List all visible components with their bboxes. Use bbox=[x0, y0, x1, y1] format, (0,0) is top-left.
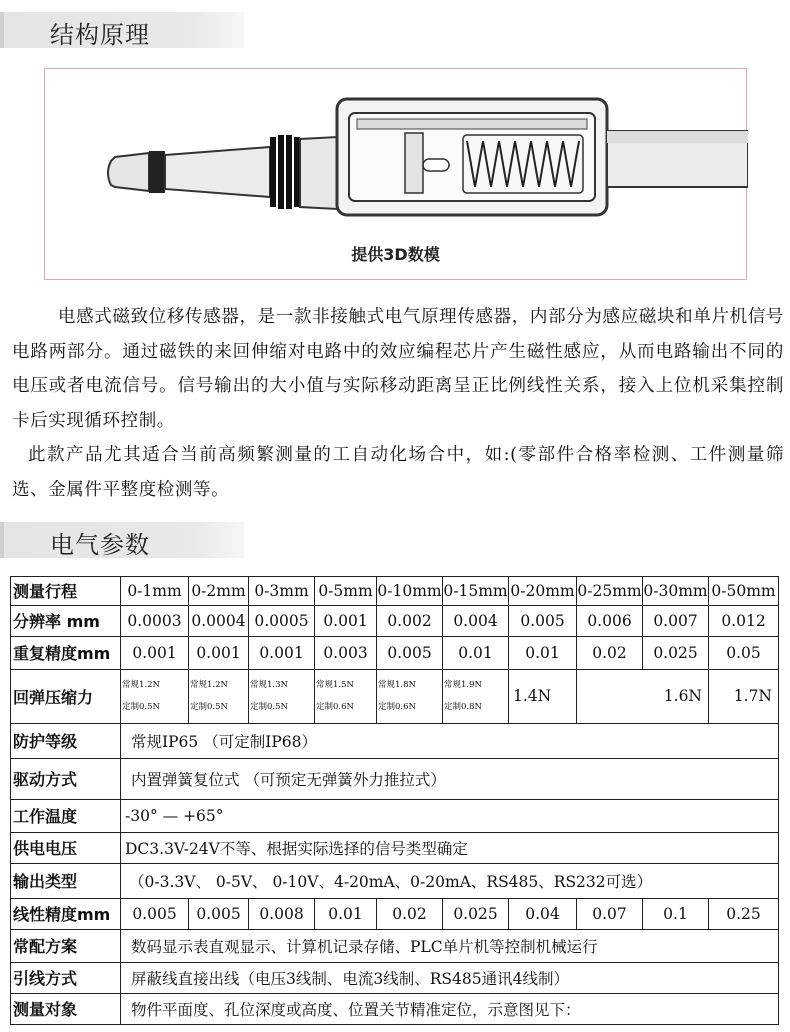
table-cell: 数码显示表直观显示、计算机记录存储、PLC单片机等控制机械运行 bbox=[121, 929, 779, 962]
table-cell: 内置弹簧复位式 （可预定无弹簧外力推拉式） bbox=[121, 758, 779, 799]
row-label: 重复精度mm bbox=[11, 636, 121, 669]
table-cell: （0-3.3V、 0-5V、 0-10V、4-20mA、0-20mA、RS485、RS232可选） bbox=[121, 863, 779, 898]
description-paragraph: 电感式磁致位移传感器，是一款非接触式电气原理传感器，内部分为感应磁块和单片机信号电路两部分。通过磁铁的来回伸缩对电路中的效应编程芯片产生磁性感应，从而电路输出不同的电压或者电流信号。信号输出的大小值与实际移动距离呈正比例线性关系，接入上位机采集控制卡后实现循环控制。 bbox=[12, 307, 784, 431]
spec-table bbox=[10, 576, 779, 1025]
section-title: 电气参数 bbox=[50, 531, 150, 559]
table-cell: 0.0005 bbox=[249, 605, 315, 636]
force-custom: 定制0.8N bbox=[444, 702, 482, 713]
table-cell: 0.005 bbox=[121, 899, 189, 930]
table-cell: 0-50mm bbox=[709, 577, 779, 606]
table-cell: 0.006 bbox=[577, 605, 643, 636]
application-paragraph: 此款产品尤其适合当前高频繁测量的工自动化场合中，如:(零部件合格率检测、工件测量筛选、金属件平整度检测等。 bbox=[12, 445, 784, 500]
table-cell: 0.005 bbox=[189, 899, 249, 930]
figure-caption: 提供3D数模 bbox=[351, 245, 440, 264]
row-label: 常配方案 bbox=[11, 929, 121, 962]
table-row-repeat bbox=[11, 636, 779, 669]
table-cell: 0-1mm bbox=[121, 577, 189, 606]
force-cell bbox=[189, 669, 249, 723]
table-row-temperature bbox=[11, 799, 779, 832]
table-cell: 屏蔽线直接出线（电压3线制、电流3线制、RS485通讯4线制） bbox=[121, 962, 779, 993]
table-cell: 0.001 bbox=[121, 636, 189, 669]
row-label: 引线方式 bbox=[11, 962, 121, 993]
table-cell: 0.02 bbox=[577, 636, 643, 669]
table-cell: 0.0004 bbox=[189, 605, 249, 636]
table-cell: 0-10mm bbox=[377, 577, 443, 606]
table-row-target bbox=[11, 993, 779, 1024]
table-cell: 0.01 bbox=[315, 899, 377, 930]
table-cell: 0.25 bbox=[709, 899, 779, 930]
table-row-range bbox=[11, 577, 779, 606]
row-label: 防护等级 bbox=[11, 723, 121, 758]
table-cell: 0-25mm bbox=[577, 577, 643, 606]
table-cell: 0-20mm bbox=[509, 577, 577, 606]
probe-ring bbox=[149, 151, 165, 193]
force-cell bbox=[121, 669, 189, 723]
table-cell: 0.01 bbox=[443, 636, 509, 669]
table-cell: 0-2mm bbox=[189, 577, 249, 606]
table-row-resolution bbox=[11, 605, 779, 636]
table-cell: 1.7N bbox=[709, 669, 779, 723]
force-normal: 常规1.2N bbox=[122, 680, 160, 691]
table-cell: 0.0003 bbox=[121, 605, 189, 636]
force-normal: 常规1.8N bbox=[378, 680, 416, 691]
table-cell: 0.07 bbox=[577, 899, 643, 930]
table-row-drive bbox=[11, 758, 779, 799]
table-cell: DC3.3V-24V不等、根据实际选择的信号类型确定 bbox=[121, 832, 779, 863]
table-row-protection bbox=[11, 723, 779, 758]
force-normal: 常规1.5N bbox=[316, 680, 354, 691]
table-row-output bbox=[11, 863, 779, 898]
row-label: 输出类型 bbox=[11, 863, 121, 898]
table-row-config bbox=[11, 929, 779, 962]
table-row-linearity bbox=[11, 899, 779, 930]
row-label: 供电电压 bbox=[11, 832, 121, 863]
table-row-power bbox=[11, 832, 779, 863]
row-label: 测量行程 bbox=[11, 577, 121, 606]
table-cell: 0.002 bbox=[377, 605, 443, 636]
force-cell bbox=[249, 669, 315, 723]
force-normal: 常规1.2N bbox=[190, 680, 228, 691]
table-cell: -30° — +65° bbox=[121, 799, 779, 832]
table-cell: 0.05 bbox=[709, 636, 779, 669]
row-label: 测量对象 bbox=[11, 993, 121, 1024]
force-cell bbox=[315, 669, 377, 723]
force-normal: 常规1.9N bbox=[444, 680, 482, 691]
table-cell: 0-3mm bbox=[249, 577, 315, 606]
table-cell: 1.4N bbox=[509, 669, 577, 723]
table-cell: 0-30mm bbox=[643, 577, 709, 606]
table-cell: 0.04 bbox=[509, 899, 577, 930]
force-custom: 定制0.5N bbox=[190, 702, 228, 713]
table-cell: 0.01 bbox=[509, 636, 577, 669]
force-custom: 定制0.6N bbox=[316, 702, 354, 713]
table-cell: 0.005 bbox=[509, 605, 577, 636]
force-cell bbox=[377, 669, 443, 723]
force-custom: 定制0.5N bbox=[250, 702, 288, 713]
table-cell: 0.001 bbox=[315, 605, 377, 636]
table-cell: 0.001 bbox=[189, 636, 249, 669]
table-cell: 0.1 bbox=[643, 899, 709, 930]
row-label: 驱动方式 bbox=[11, 758, 121, 799]
table-cell: 1.6N bbox=[577, 669, 709, 723]
table-cell: 0.025 bbox=[443, 899, 509, 930]
force-custom: 定制0.5N bbox=[122, 702, 160, 713]
section-header-structure bbox=[0, 12, 244, 48]
row-label: 工作温度 bbox=[11, 799, 121, 832]
table-cell: 常规IP65 （可定制IP68） bbox=[121, 723, 779, 758]
table-cell: 物件平面度、孔位深度或高度、位置关节精准定位，示意图见下： bbox=[121, 993, 779, 1024]
table-cell: 0-15mm bbox=[443, 577, 509, 606]
table-cell: 0.007 bbox=[643, 605, 709, 636]
force-normal: 常规1.3N bbox=[250, 680, 288, 691]
sensor-figure bbox=[44, 68, 747, 280]
row-label: 线性精度mm bbox=[11, 899, 121, 930]
force-cell bbox=[443, 669, 509, 723]
section-header-electrical bbox=[0, 522, 244, 558]
force-custom: 定制0.6N bbox=[378, 702, 416, 713]
table-cell: 0.008 bbox=[249, 899, 315, 930]
table-row-force bbox=[11, 669, 779, 723]
table-cell: 0.02 bbox=[377, 899, 443, 930]
row-label: 回弹压缩力 bbox=[11, 669, 121, 723]
table-cell: 0.001 bbox=[249, 636, 315, 669]
table-cell: 0.004 bbox=[443, 605, 509, 636]
table-cell: 0.025 bbox=[643, 636, 709, 669]
table-cell: 0.003 bbox=[315, 636, 377, 669]
table-cell: 0-5mm bbox=[315, 577, 377, 606]
table-cell: 0.012 bbox=[709, 605, 779, 636]
row-label: 分辨率 mm bbox=[11, 605, 121, 636]
section-title: 结构原理 bbox=[50, 21, 150, 49]
table-row-wiring bbox=[11, 962, 779, 993]
table-cell: 0.005 bbox=[377, 636, 443, 669]
